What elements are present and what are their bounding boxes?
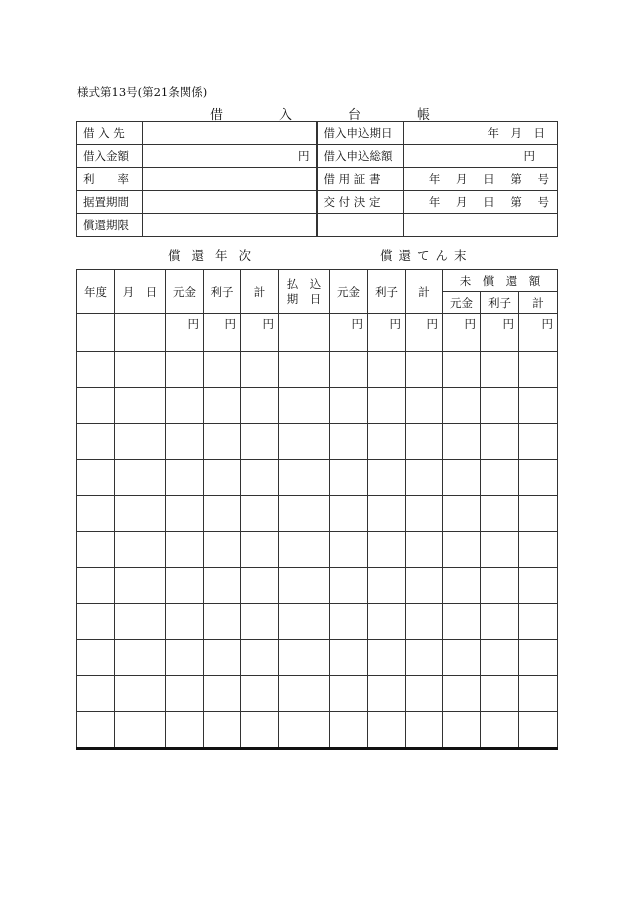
table-cell[interactable] <box>406 460 443 496</box>
table-cell[interactable] <box>77 568 115 604</box>
table-row <box>77 640 558 676</box>
table-cell[interactable] <box>241 424 279 460</box>
col-date: 月 日 <box>115 270 166 314</box>
table-cell[interactable] <box>166 640 204 676</box>
table-cell[interactable] <box>166 460 204 496</box>
table-cell[interactable] <box>279 460 330 496</box>
table-cell[interactable] <box>204 352 241 388</box>
table-cell[interactable] <box>166 712 204 749</box>
table-cell[interactable] <box>481 352 519 388</box>
table-cell[interactable] <box>330 424 368 460</box>
table-cell[interactable] <box>481 640 519 676</box>
table-cell[interactable] <box>204 640 241 676</box>
table-cell[interactable] <box>330 460 368 496</box>
table-cell[interactable] <box>481 496 519 532</box>
table-row <box>77 460 558 496</box>
table-cell[interactable] <box>443 568 481 604</box>
table-cell[interactable] <box>77 712 115 749</box>
table-cell[interactable] <box>519 532 558 568</box>
table-cell[interactable] <box>443 640 481 676</box>
table-cell[interactable] <box>481 712 519 749</box>
table-cell[interactable] <box>279 388 330 424</box>
table-cell[interactable] <box>115 352 166 388</box>
table-cell[interactable] <box>241 352 279 388</box>
table-cell[interactable] <box>115 676 166 712</box>
unit-label[interactable]: 円 <box>330 314 368 352</box>
unit-label[interactable]: 円 <box>406 314 443 352</box>
table-row <box>77 424 558 460</box>
repayment-table <box>76 269 558 750</box>
unit-label[interactable]: 円 <box>443 314 481 352</box>
col-payment-date-line2: 期 日 <box>286 291 322 306</box>
table-cell[interactable] <box>166 496 204 532</box>
table-cell[interactable] <box>481 424 519 460</box>
table-cell[interactable] <box>481 568 519 604</box>
title-char: 借 <box>210 108 224 123</box>
col-year: 年度 <box>77 270 115 314</box>
table-cell[interactable] <box>204 568 241 604</box>
table-cell[interactable] <box>368 424 406 460</box>
table-cell[interactable] <box>443 424 481 460</box>
col-payment-date <box>279 270 330 314</box>
table-cell[interactable] <box>519 712 558 749</box>
title-char: 入 <box>278 108 292 123</box>
table-cell[interactable] <box>279 352 330 388</box>
table-cell[interactable] <box>368 388 406 424</box>
table-cell[interactable] <box>241 640 279 676</box>
table-cell[interactable] <box>481 388 519 424</box>
table-cell[interactable] <box>204 424 241 460</box>
unit-label[interactable]: 円 <box>519 314 558 352</box>
table-cell[interactable] <box>406 712 443 749</box>
col-principal: 元金 <box>166 270 204 314</box>
table-cell[interactable] <box>204 712 241 749</box>
table-cell[interactable] <box>279 532 330 568</box>
table-cell[interactable] <box>115 604 166 640</box>
value-empty[interactable] <box>404 214 558 237</box>
table-cell[interactable] <box>115 424 166 460</box>
col-out-interest: 利子 <box>481 292 519 314</box>
table-cell[interactable] <box>443 460 481 496</box>
col-out-principal: 元金 <box>443 292 481 314</box>
value-application-total[interactable]: 円 <box>404 145 558 168</box>
table-cell[interactable] <box>77 604 115 640</box>
table-cell[interactable] <box>330 496 368 532</box>
table-cell[interactable] <box>330 676 368 712</box>
table-cell[interactable] <box>115 388 166 424</box>
table-cell[interactable] <box>330 388 368 424</box>
table-cell[interactable] <box>241 460 279 496</box>
table-cell[interactable] <box>77 532 115 568</box>
table-cell[interactable] <box>519 424 558 460</box>
table-cell[interactable] <box>368 496 406 532</box>
section-schedule-heading: 償還年次 <box>168 248 263 263</box>
table-cell[interactable] <box>368 568 406 604</box>
table-cell[interactable] <box>279 676 330 712</box>
table-cell[interactable] <box>115 712 166 749</box>
unit-row <box>77 314 558 352</box>
loan-info-table <box>76 121 558 237</box>
table-cell[interactable] <box>241 496 279 532</box>
table-cell[interactable] <box>77 314 115 352</box>
col-total: 計 <box>241 270 279 314</box>
table-cell[interactable] <box>330 604 368 640</box>
table-cell[interactable] <box>77 676 115 712</box>
table-cell[interactable] <box>443 712 481 749</box>
header-row <box>77 270 558 292</box>
table-cell[interactable] <box>406 388 443 424</box>
table-cell[interactable] <box>330 712 368 749</box>
table-cell[interactable] <box>481 676 519 712</box>
table-row <box>77 604 558 640</box>
table-cell[interactable] <box>406 604 443 640</box>
label-grant-decision: 交 付 決 定 <box>317 191 404 214</box>
table-cell[interactable] <box>204 460 241 496</box>
table-cell[interactable] <box>368 604 406 640</box>
table-cell[interactable] <box>443 532 481 568</box>
title-char: 台 <box>347 108 361 123</box>
label-repayment-term: 償還期限 <box>77 214 143 237</box>
value-lender[interactable] <box>143 122 317 145</box>
info-row-lender <box>77 122 558 145</box>
value-grace-period[interactable] <box>143 191 317 214</box>
table-cell[interactable] <box>241 568 279 604</box>
unit-label[interactable]: 円 <box>241 314 279 352</box>
table-cell[interactable] <box>279 314 330 352</box>
label-loan-certificate: 借 用 証 書 <box>317 168 404 191</box>
table-row <box>77 676 558 712</box>
table-cell[interactable] <box>481 532 519 568</box>
table-cell[interactable] <box>481 460 519 496</box>
table-cell[interactable] <box>330 352 368 388</box>
table-cell[interactable] <box>241 676 279 712</box>
table-cell[interactable] <box>443 496 481 532</box>
table-cell[interactable] <box>368 460 406 496</box>
value-grant-decision[interactable]: 年 月 日 第 号 <box>404 191 558 214</box>
value-application-date[interactable]: 年 月 日 <box>404 122 558 145</box>
table-cell[interactable] <box>204 532 241 568</box>
table-cell[interactable] <box>115 460 166 496</box>
table-cell[interactable] <box>519 640 558 676</box>
table-cell[interactable] <box>368 532 406 568</box>
table-cell[interactable] <box>519 460 558 496</box>
table-cell[interactable] <box>166 424 204 460</box>
table-cell[interactable] <box>77 460 115 496</box>
table-row <box>77 388 558 424</box>
table-row <box>77 532 558 568</box>
table-cell[interactable] <box>279 604 330 640</box>
table-cell[interactable] <box>443 388 481 424</box>
table-row <box>77 352 558 388</box>
table-cell[interactable] <box>519 352 558 388</box>
label-application-total: 借入申込総額 <box>317 145 404 168</box>
col-interest: 利子 <box>204 270 241 314</box>
table-cell[interactable] <box>406 424 443 460</box>
info-row-grace <box>77 191 558 214</box>
table-cell[interactable] <box>115 496 166 532</box>
col-paid-interest: 利子 <box>368 270 406 314</box>
table-cell[interactable] <box>241 388 279 424</box>
label-empty <box>317 214 404 237</box>
table-cell[interactable] <box>166 568 204 604</box>
table-cell[interactable] <box>115 314 166 352</box>
table-cell[interactable] <box>241 712 279 749</box>
table-cell[interactable] <box>519 676 558 712</box>
value-repayment-term[interactable] <box>143 214 317 237</box>
col-paid-principal: 元金 <box>330 270 368 314</box>
table-row <box>77 568 558 604</box>
table-cell[interactable] <box>443 676 481 712</box>
table-row <box>77 496 558 532</box>
table-cell[interactable] <box>330 532 368 568</box>
label-loan-amount: 借入金額 <box>77 145 143 168</box>
unit-label[interactable]: 円 <box>368 314 406 352</box>
table-cell[interactable] <box>406 496 443 532</box>
table-cell[interactable] <box>443 604 481 640</box>
table-cell[interactable] <box>519 496 558 532</box>
table-cell[interactable] <box>204 388 241 424</box>
unit-label[interactable]: 円 <box>204 314 241 352</box>
table-cell[interactable] <box>406 640 443 676</box>
table-cell[interactable] <box>443 352 481 388</box>
table-cell[interactable] <box>204 496 241 532</box>
table-cell[interactable] <box>279 568 330 604</box>
unit-label[interactable]: 円 <box>481 314 519 352</box>
table-cell[interactable] <box>368 676 406 712</box>
table-cell[interactable] <box>77 424 115 460</box>
label-interest-rate: 利 率 <box>77 168 143 191</box>
table-cell[interactable] <box>330 640 368 676</box>
table-row <box>77 712 558 749</box>
table-cell[interactable] <box>519 604 558 640</box>
table-cell[interactable] <box>115 640 166 676</box>
title-char: 帳 <box>416 108 430 123</box>
table-cell[interactable] <box>115 568 166 604</box>
table-cell[interactable] <box>241 604 279 640</box>
form-number: 様式第13号(第21条関係) <box>77 85 208 99</box>
info-row-term <box>77 214 558 237</box>
info-row-rate <box>77 168 558 191</box>
table-cell[interactable] <box>166 676 204 712</box>
table-cell[interactable] <box>77 352 115 388</box>
table-cell[interactable] <box>406 676 443 712</box>
table-cell[interactable] <box>77 388 115 424</box>
label-lender: 借 入 先 <box>77 122 143 145</box>
table-cell[interactable] <box>204 676 241 712</box>
table-cell[interactable] <box>330 568 368 604</box>
col-out-total: 計 <box>519 292 558 314</box>
table-cell[interactable] <box>406 532 443 568</box>
table-cell[interactable] <box>77 496 115 532</box>
table-cell[interactable] <box>481 604 519 640</box>
section-record-heading: 償還てん末 <box>380 248 473 263</box>
table-cell[interactable] <box>77 640 115 676</box>
table-cell[interactable] <box>115 532 166 568</box>
table-cell[interactable] <box>406 568 443 604</box>
table-cell[interactable] <box>204 604 241 640</box>
col-paid-total: 計 <box>406 270 443 314</box>
col-outstanding: 未 償 還 額 <box>443 270 558 292</box>
table-cell[interactable] <box>406 352 443 388</box>
value-interest-rate[interactable] <box>143 168 317 191</box>
table-cell[interactable] <box>279 712 330 749</box>
table-cell[interactable] <box>279 640 330 676</box>
unit-label[interactable]: 円 <box>166 314 204 352</box>
table-cell[interactable] <box>519 388 558 424</box>
label-grace-period: 据置期間 <box>77 191 143 214</box>
value-loan-certificate[interactable]: 年 月 日 第 号 <box>404 168 558 191</box>
table-cell[interactable] <box>368 640 406 676</box>
table-cell[interactable] <box>279 496 330 532</box>
table-cell[interactable] <box>166 388 204 424</box>
table-cell[interactable] <box>241 532 279 568</box>
table-cell[interactable] <box>166 532 204 568</box>
table-cell[interactable] <box>368 712 406 749</box>
table-cell[interactable] <box>166 352 204 388</box>
table-cell[interactable] <box>166 604 204 640</box>
col-payment-date-line1: 払 込 <box>286 276 322 291</box>
label-application-date: 借入申込期日 <box>317 122 404 145</box>
table-cell[interactable] <box>368 352 406 388</box>
table-cell[interactable] <box>519 568 558 604</box>
value-loan-amount[interactable]: 円 <box>143 145 317 168</box>
info-row-amount <box>77 145 558 168</box>
table-cell[interactable] <box>279 424 330 460</box>
